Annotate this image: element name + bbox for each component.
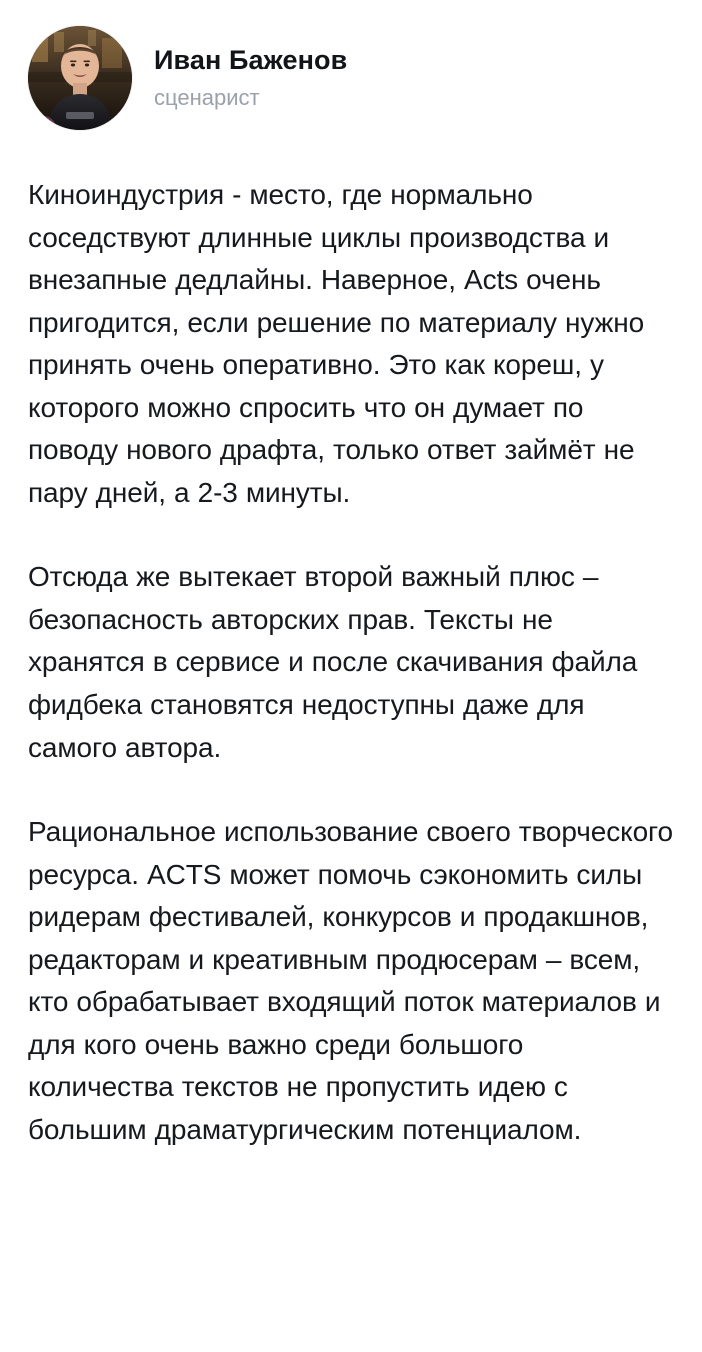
author-name: Иван Баженов: [154, 45, 348, 76]
author-role: сценарист: [154, 84, 260, 110]
testimonial-paragraph-3: Рациональное использование своего творческого ресурса. ACTS может помочь сэкономить силы ридерам фестивалей, конкурсов и продакшнов, редакторам и креативным продюсерам – всем, кто обрабатывает входящий поток материалов и для кого очень важно среди большого количества текстов не пропустить идею с большим драматургическим потенциалом.: [28, 816, 674, 1145]
testimonial-paragraph-1: Киноиндустрия - место, где нормально соседствуют длинные циклы производства и внезапные дедлайны. Наверное, Acts очень пригодится, если решение по материалу нужно принять очень оперативно. Это как кореш, у которого можно спросить что он думает по поводу нового драфта, только ответ займёт не пару дней, а 2-3 минуты.: [28, 179, 645, 508]
avatar: [28, 26, 132, 130]
testimonial-paragraph-2: Отсюда же вытекает второй важный плюс – безопасность авторских прав. Тексты не хранятся в сервисе и после скачивания файла фидбека становятся недоступны даже для самого автора.: [28, 561, 638, 763]
avatar-photo-icon: [28, 26, 132, 130]
testimonial-body: [28, 174, 674, 1175]
author-header: [28, 26, 674, 136]
author-meta: [154, 46, 347, 110]
